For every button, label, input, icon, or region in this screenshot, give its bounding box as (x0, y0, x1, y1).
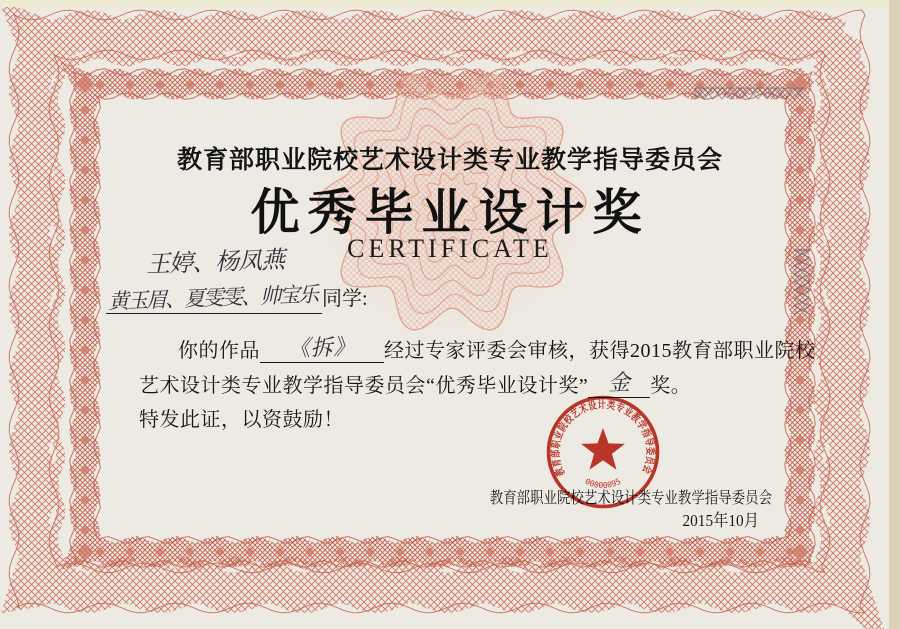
body-line1-suffix: 经过专家评委会审核，获得2015教育部职业院校 (384, 340, 816, 362)
salutation-label: 同学: (322, 288, 368, 310)
signature-date: 2015年10月 (682, 511, 759, 530)
body-line-3: 特发此证，以资鼓励！ (139, 409, 344, 431)
body-line2-suffix: 奖。 (650, 375, 692, 397)
certificate-subtitle: CERTIFICATE (347, 234, 553, 263)
signature-org: 教育部职业院校艺术设计类专业教学指导委员会 (489, 490, 772, 507)
award-title: 优秀毕业设计奖 (250, 186, 650, 240)
seal-serial-number: 00000095 (583, 476, 623, 491)
seal-arc-text: 教育部职业院校艺术设计类专业教学指导委员会 (550, 399, 656, 478)
handwritten-award-grade: 金 (607, 370, 631, 397)
body-line2-prefix: 艺术设计类专业教学指导委员会“优秀毕业设计奖” (139, 375, 589, 397)
handwritten-names-2: 黄玉眉、夏雯雯、帅宝乐 (107, 282, 318, 314)
handwritten-work-title: 《拆》 (287, 334, 357, 363)
svg-text:00000095 (584, 477, 623, 490)
issuer-header: 教育部职业院校艺术设计类专业教学指导委员会 (176, 146, 723, 174)
body-line1-prefix: 你的作品 (178, 340, 260, 362)
handwritten-names-1: 王婷、杨凤燕 (145, 245, 285, 279)
seal-star-icon (581, 428, 625, 470)
